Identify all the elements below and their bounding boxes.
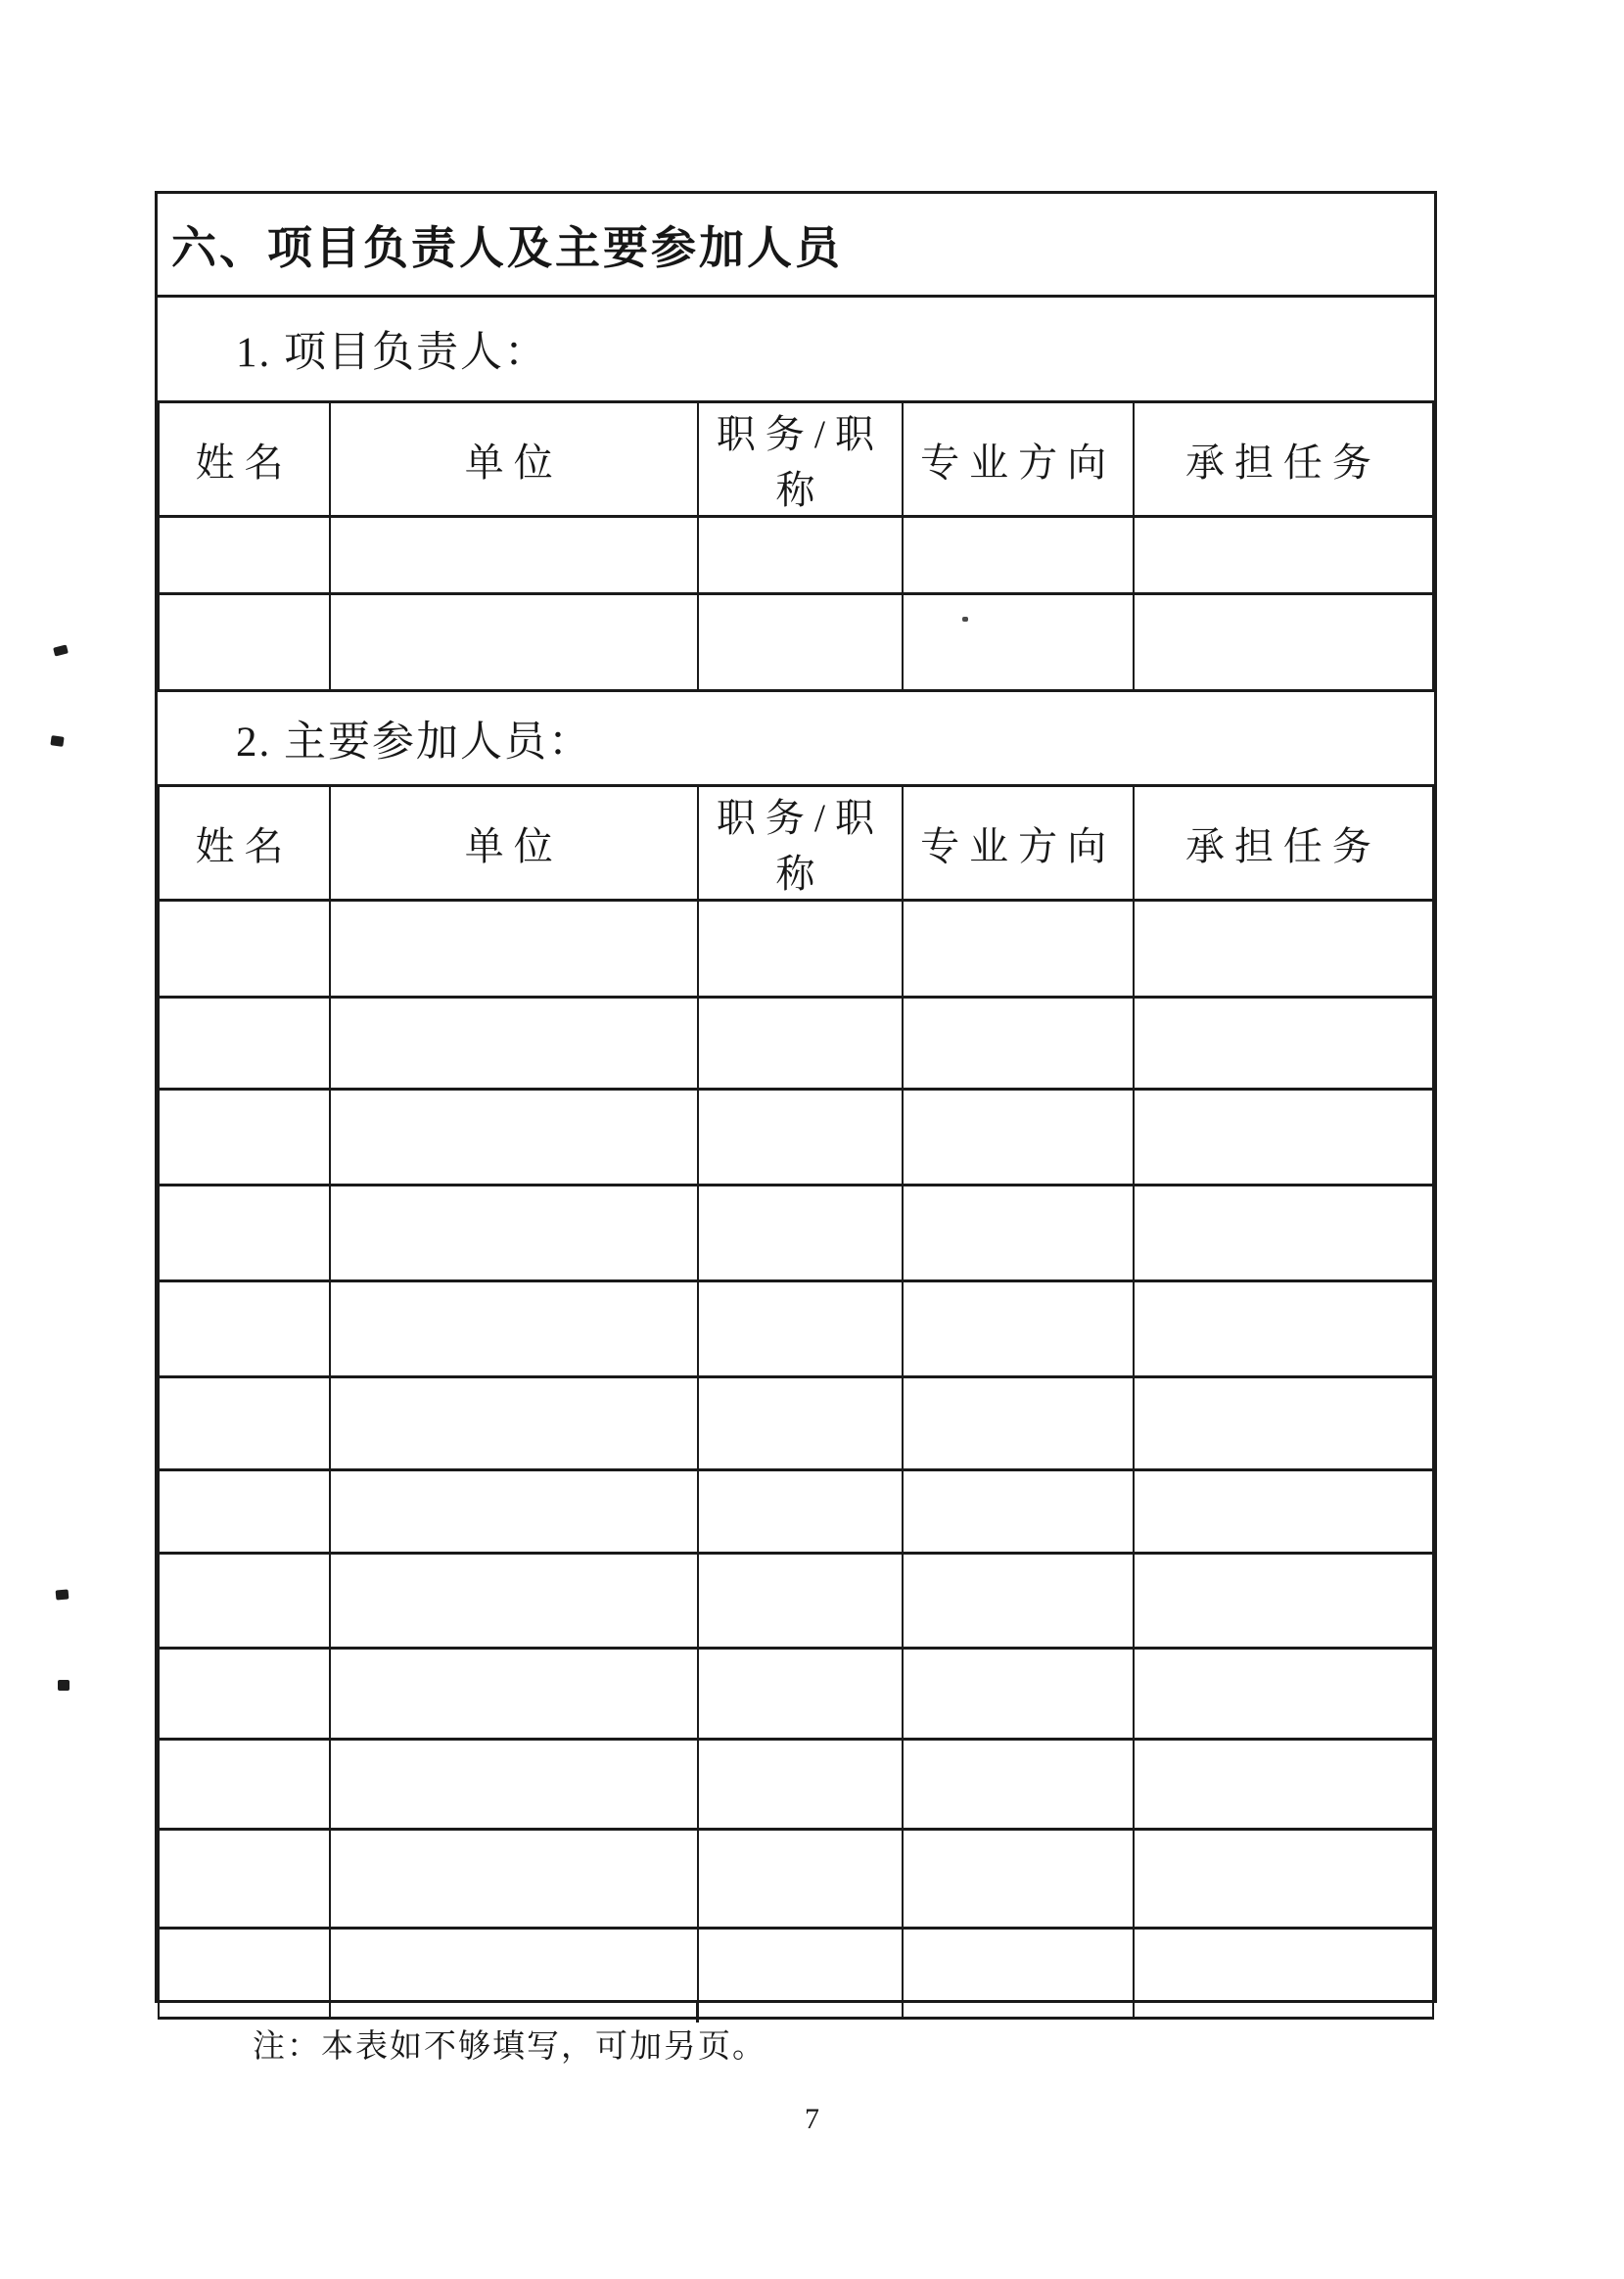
table-row — [159, 1281, 1433, 1377]
table-cell — [698, 1186, 904, 1281]
table-cell — [1134, 517, 1433, 594]
table-cell — [698, 594, 904, 691]
table-cell — [159, 901, 330, 998]
subsection-participants-label: 2. 主要参加人员： — [236, 719, 592, 766]
column-header-unit: 单位 — [330, 402, 698, 517]
table-cell — [1134, 998, 1433, 1090]
table-cell — [330, 1281, 698, 1377]
table-cell — [330, 1377, 698, 1470]
column-header-task: 承担任务 — [1134, 786, 1433, 901]
table-row — [159, 1090, 1433, 1186]
table-cell — [698, 1929, 904, 2019]
table-cell — [1134, 901, 1433, 998]
subsection-leader-label: 1. 项目负责人： — [236, 330, 548, 376]
table-row — [159, 1830, 1433, 1929]
table-cell — [1134, 1929, 1433, 2019]
table-cell — [698, 1649, 904, 1740]
table-cell — [159, 1554, 330, 1649]
subsection-leader-row — [158, 298, 1434, 400]
table-cell — [330, 1186, 698, 1281]
table-row — [159, 998, 1433, 1090]
column-header-specialty: 专业方向 — [903, 402, 1134, 517]
table-cell — [1134, 1649, 1433, 1740]
table-cell — [1134, 1470, 1433, 1554]
ink-speck — [53, 644, 69, 656]
table-cell — [903, 1186, 1134, 1281]
section-title-row — [158, 194, 1434, 298]
table-cell — [159, 1929, 330, 2019]
table-cell — [330, 594, 698, 691]
table-cell — [330, 1830, 698, 1929]
scan-line-artifact — [696, 2003, 699, 2023]
table-cell — [903, 901, 1134, 998]
table-cell — [903, 1554, 1134, 1649]
table-cell — [698, 998, 904, 1090]
table-row — [159, 594, 1433, 691]
table-cell — [1134, 1281, 1433, 1377]
table-cell — [903, 1281, 1134, 1377]
table-cell — [159, 1740, 330, 1830]
column-header-task: 承担任务 — [1134, 402, 1433, 517]
table-cell — [1134, 1186, 1433, 1281]
ink-speck — [58, 1680, 70, 1691]
table-cell — [330, 1929, 698, 2019]
table-cell — [159, 1830, 330, 1929]
table-cell — [330, 1470, 698, 1554]
subsection-participants-row — [158, 692, 1434, 784]
table-cell — [903, 1090, 1134, 1186]
table-cell — [330, 901, 698, 998]
table-cell — [159, 1377, 330, 1470]
column-header-specialty: 专业方向 — [903, 786, 1134, 901]
ink-speck — [56, 1589, 70, 1600]
column-header-title: 职务/职称 — [698, 786, 904, 901]
column-header-unit: 单位 — [330, 786, 698, 901]
participants-table-header-row — [159, 786, 1433, 901]
participants-table — [158, 784, 1434, 2020]
table-cell — [1134, 1090, 1433, 1186]
table-cell — [903, 1470, 1134, 1554]
table-cell — [159, 517, 330, 594]
table-cell — [330, 1740, 698, 1830]
leader-table-header-row — [159, 402, 1433, 517]
table-cell — [698, 517, 904, 594]
table-row — [159, 1649, 1433, 1740]
table-cell — [1134, 1740, 1433, 1830]
column-header-name: 姓名 — [159, 786, 330, 901]
table-cell — [159, 594, 330, 691]
table-cell — [698, 1377, 904, 1470]
table-cell — [330, 1090, 698, 1186]
column-header-title: 职务/职称 — [698, 402, 904, 517]
table-row — [159, 1740, 1433, 1830]
table-cell — [159, 1649, 330, 1740]
ink-speck — [50, 735, 64, 747]
table-row — [159, 1377, 1433, 1470]
page-number: 7 — [805, 2103, 819, 2135]
table-cell — [159, 1186, 330, 1281]
leader-table — [158, 400, 1434, 692]
table-row — [159, 901, 1433, 998]
table-cell — [698, 1090, 904, 1186]
table-cell — [903, 1929, 1134, 2019]
table-row — [159, 1186, 1433, 1281]
table-cell — [1134, 1554, 1433, 1649]
table-cell — [903, 1740, 1134, 1830]
column-header-name: 姓名 — [159, 402, 330, 517]
table-cell — [903, 1830, 1134, 1929]
table-row — [159, 1554, 1433, 1649]
table-cell — [1134, 1830, 1433, 1929]
table-cell — [698, 1554, 904, 1649]
table-cell — [903, 1377, 1134, 1470]
table-cell — [698, 1470, 904, 1554]
table-cell — [330, 998, 698, 1090]
table-row — [159, 517, 1433, 594]
table-cell — [159, 1090, 330, 1186]
table-cell — [903, 998, 1134, 1090]
table-row — [159, 1470, 1433, 1554]
table-cell — [159, 1281, 330, 1377]
form-outline-box — [155, 191, 1437, 2003]
table-cell — [330, 517, 698, 594]
table-cell — [903, 517, 1134, 594]
table-row — [159, 1929, 1433, 2019]
table-cell — [159, 1470, 330, 1554]
table-cell — [903, 1649, 1134, 1740]
table-cell — [698, 1740, 904, 1830]
table-cell — [903, 594, 1134, 691]
table-cell — [330, 1554, 698, 1649]
table-cell — [698, 901, 904, 998]
table-cell — [1134, 1377, 1433, 1470]
ink-speck — [962, 617, 968, 622]
table-cell — [159, 998, 330, 1090]
table-cell — [698, 1281, 904, 1377]
table-cell — [330, 1649, 698, 1740]
table-cell — [698, 1830, 904, 1929]
table-cell — [1134, 594, 1433, 691]
section-title: 六、项目负责人及主要参加人员 — [171, 222, 843, 273]
footnote-text: 注：本表如不够填写，可加另页。 — [253, 2029, 766, 2065]
